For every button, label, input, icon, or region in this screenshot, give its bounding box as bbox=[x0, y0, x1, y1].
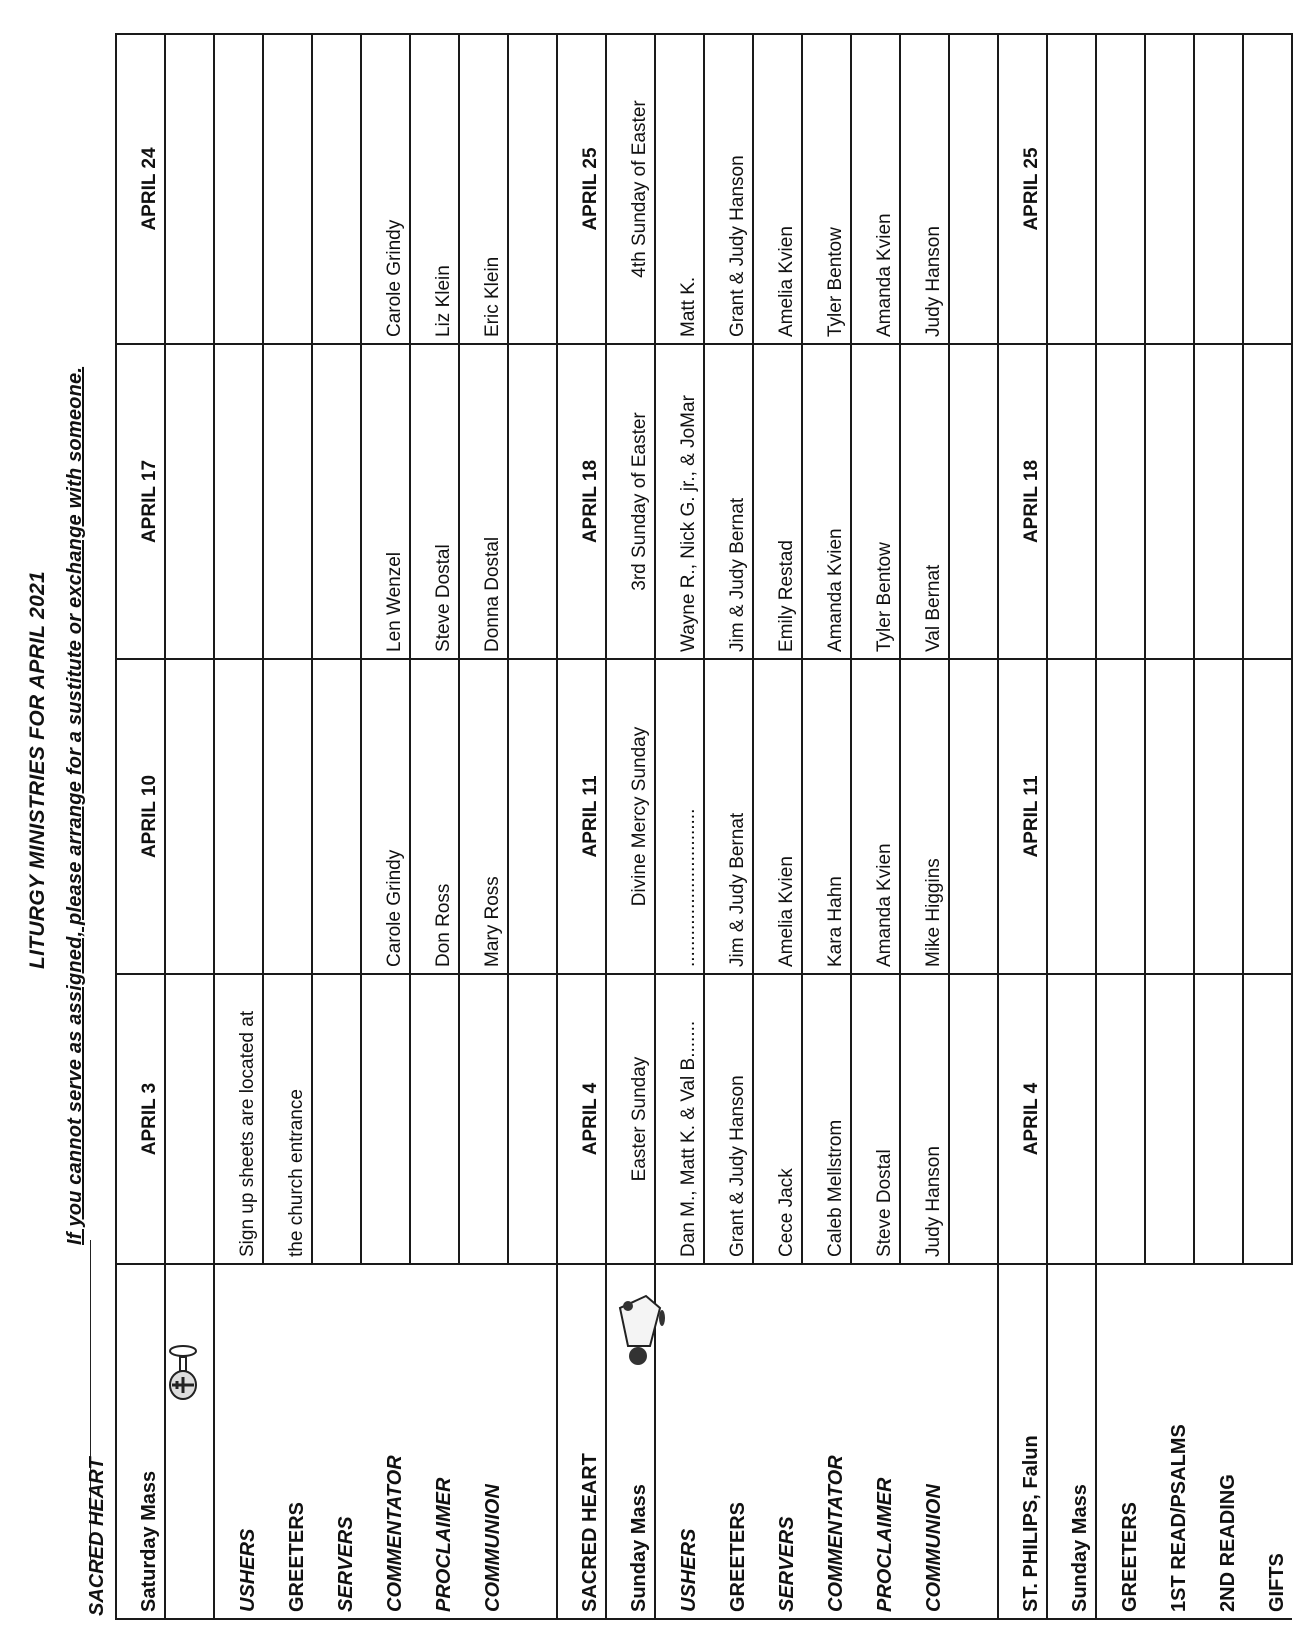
date-header: APRIL 11 bbox=[998, 659, 1047, 974]
assignment-cell: Steve Dostal bbox=[851, 974, 900, 1264]
date-header: APRIL 4 bbox=[998, 974, 1047, 1264]
assignment-cell: Carole Grindy bbox=[361, 34, 410, 344]
table-row bbox=[998, 34, 1047, 1619]
assignment-cell bbox=[165, 34, 214, 344]
assignment-cell bbox=[1047, 344, 1096, 659]
date-header: APRIL 10 bbox=[116, 659, 165, 974]
assignment-cell: Kara Hahn bbox=[802, 659, 851, 974]
role-label-text: USHERS bbox=[237, 1528, 259, 1612]
assignment-cell: Donna Dostal bbox=[459, 344, 508, 659]
assignment-cell: Amanda Kvien bbox=[851, 34, 900, 344]
assignment-cell bbox=[1047, 659, 1096, 974]
document-title: LITURGY MINISTRIES FOR APRIL 2021 bbox=[26, 570, 49, 970]
role-label: SACRED HEART bbox=[557, 1264, 606, 1619]
date-header: APRIL 3 bbox=[116, 974, 165, 1264]
assignment-cell bbox=[165, 659, 214, 974]
role-label: Sunday Mass bbox=[1047, 1264, 1096, 1619]
assignment-cell: Caleb Mellstrom bbox=[802, 974, 851, 1264]
role-label: PROCLAIMER bbox=[410, 1264, 459, 1619]
assignment-cell bbox=[508, 974, 557, 1264]
assignment-cell: Grant & Judy Hanson bbox=[704, 34, 753, 344]
date-header: APRIL 18 bbox=[557, 344, 606, 659]
assignment-cell bbox=[312, 974, 361, 1264]
table-row bbox=[655, 34, 704, 1619]
table-row bbox=[214, 34, 263, 1619]
role-label bbox=[508, 1264, 557, 1619]
date-header: APRIL 17 bbox=[116, 344, 165, 659]
table-row bbox=[361, 34, 410, 1619]
assignment-cell: Judy Hanson bbox=[900, 34, 949, 344]
assignment-cell bbox=[1194, 659, 1243, 974]
table-row bbox=[410, 34, 459, 1619]
assignment-cell bbox=[1096, 344, 1145, 659]
assignment-cell bbox=[263, 659, 312, 974]
assignment-cell: Amelia Kvien bbox=[753, 659, 802, 974]
assignment-cell: Val Bernat bbox=[900, 344, 949, 659]
assignment-cell: Liz Klein bbox=[410, 34, 459, 344]
assignment-cell bbox=[1194, 974, 1243, 1264]
table-row bbox=[949, 34, 998, 1619]
assignment-cell bbox=[459, 974, 508, 1264]
assignment-cell bbox=[1096, 659, 1145, 974]
role-label: SERVERS bbox=[312, 1264, 361, 1619]
assignment-cell bbox=[312, 659, 361, 974]
assignment-cell: Amanda Kvien bbox=[802, 344, 851, 659]
table-row bbox=[1145, 34, 1194, 1619]
table-row bbox=[1194, 34, 1243, 1619]
assignment-cell bbox=[263, 344, 312, 659]
assignment-cell bbox=[1047, 974, 1096, 1264]
assignment-cell bbox=[1096, 974, 1145, 1264]
assignment-cell bbox=[1145, 659, 1194, 974]
table-row bbox=[312, 34, 361, 1619]
assignment-cell: Sign up sheets are located at bbox=[214, 974, 263, 1264]
role-label: 1ST READ/PSALMS bbox=[1145, 1264, 1194, 1619]
table-row bbox=[557, 34, 606, 1619]
assignment-cell bbox=[508, 34, 557, 344]
assignment-cell: .............................. bbox=[655, 659, 704, 974]
table-row bbox=[1096, 34, 1145, 1619]
assignment-cell: Eric Klein bbox=[459, 34, 508, 344]
table-row bbox=[1047, 34, 1096, 1619]
assignment-cell: the church entrance bbox=[263, 974, 312, 1264]
assignment-cell: Grant & Judy Hanson bbox=[704, 974, 753, 1264]
date-header: APRIL 25 bbox=[998, 34, 1047, 344]
assignment-cell bbox=[1047, 34, 1096, 344]
assignment-cell: Jim & Judy Bernat bbox=[704, 344, 753, 659]
chalice-icon bbox=[163, 1339, 209, 1403]
assignment-cell bbox=[949, 344, 998, 659]
table-row bbox=[459, 34, 508, 1619]
assignment-cell bbox=[1194, 34, 1243, 344]
role-label: PROCLAIMER bbox=[851, 1264, 900, 1619]
assignment-cell bbox=[1243, 659, 1292, 974]
assignment-cell: Mike Higgins bbox=[900, 659, 949, 974]
table-row bbox=[606, 34, 655, 1619]
assignment-cell bbox=[949, 34, 998, 344]
assignment-cell: Mary Ross bbox=[459, 659, 508, 974]
role-label: SERVERS bbox=[753, 1264, 802, 1619]
role-label bbox=[165, 1264, 214, 1619]
assignment-cell: Emily Restad bbox=[753, 344, 802, 659]
assignment-cell: Tyler Bentow bbox=[802, 34, 851, 344]
altar-server-icon bbox=[616, 1288, 672, 1368]
assignment-cell: Tyler Bentow bbox=[851, 344, 900, 659]
table-row bbox=[508, 34, 557, 1619]
role-label: ST. PHILIPS, Falun bbox=[998, 1264, 1047, 1619]
date-header: APRIL 11 bbox=[557, 659, 606, 974]
assignment-cell: Steve Dostal bbox=[410, 344, 459, 659]
assignment-cell bbox=[949, 974, 998, 1264]
assignment-cell: Amelia Kvien bbox=[753, 34, 802, 344]
assignment-cell bbox=[165, 344, 214, 659]
role-label: GREETERS bbox=[1096, 1264, 1145, 1619]
assignment-cell: Cece Jack bbox=[753, 974, 802, 1264]
role-label: COMMENTATOR bbox=[361, 1264, 410, 1619]
role-label: Sunday Mass bbox=[606, 1264, 655, 1619]
date-header: APRIL 18 bbox=[998, 344, 1047, 659]
assignment-cell bbox=[1194, 344, 1243, 659]
role-label: COMMENTATOR bbox=[802, 1264, 851, 1619]
instructions: If you cannot serve as assigned, please arrange for a sustitute or exchange with someone. bbox=[64, 366, 86, 1245]
role-label bbox=[949, 1264, 998, 1619]
assignment-cell bbox=[508, 344, 557, 659]
role-label bbox=[214, 1264, 263, 1619]
assignment-cell bbox=[361, 974, 410, 1264]
table-row bbox=[851, 34, 900, 1619]
table-row bbox=[704, 34, 753, 1619]
assignment-cell bbox=[410, 974, 459, 1264]
assignment-cell: Dan M., Matt K. & Val B....... bbox=[655, 974, 704, 1264]
assignment-cell: Wayne R., Nick G. jr., & JoMar bbox=[655, 344, 704, 659]
assignment-cell bbox=[312, 344, 361, 659]
role-label: COMMUNION bbox=[459, 1264, 508, 1619]
table-row bbox=[802, 34, 851, 1619]
assignment-cell bbox=[508, 659, 557, 974]
assignment-cell: Len Wenzel bbox=[361, 344, 410, 659]
assignment-cell: Carole Grindy bbox=[361, 659, 410, 974]
assignment-cell bbox=[1145, 344, 1194, 659]
role-label-text: USHERS bbox=[678, 1528, 700, 1612]
assignment-cell bbox=[1145, 34, 1194, 344]
assignment-cell: Matt K. bbox=[655, 34, 704, 344]
assignment-cell: Divine Mercy Sunday bbox=[606, 659, 655, 974]
assignment-cell bbox=[949, 659, 998, 974]
assignment-cell bbox=[1243, 344, 1292, 659]
assignment-cell bbox=[1243, 34, 1292, 344]
assignment-cell bbox=[1096, 34, 1145, 344]
role-label: GREETERS bbox=[263, 1264, 312, 1619]
assignment-cell: 4th Sunday of Easter bbox=[606, 34, 655, 344]
assignment-cell bbox=[165, 974, 214, 1264]
assignment-cell: Amanda Kvien bbox=[851, 659, 900, 974]
assignment-cell bbox=[214, 34, 263, 344]
role-label bbox=[655, 1264, 704, 1619]
assignment-cell bbox=[214, 659, 263, 974]
assignment-cell bbox=[263, 34, 312, 344]
assignment-cell: Easter Sunday bbox=[606, 974, 655, 1264]
table-row bbox=[263, 34, 312, 1619]
assignment-cell bbox=[312, 34, 361, 344]
role-label: GIFTS bbox=[1243, 1264, 1292, 1619]
assignment-cell: Jim & Judy Bernat bbox=[704, 659, 753, 974]
role-label: 2ND READING bbox=[1194, 1264, 1243, 1619]
assignment-cell bbox=[1243, 974, 1292, 1264]
table-row bbox=[900, 34, 949, 1619]
assignment-cell: Judy Hanson bbox=[900, 974, 949, 1264]
table-row bbox=[753, 34, 802, 1619]
role-label: COMMUNION bbox=[900, 1264, 949, 1619]
date-header: APRIL 24 bbox=[116, 34, 165, 344]
date-header: APRIL 25 bbox=[557, 34, 606, 344]
role-label: GREETERS bbox=[704, 1264, 753, 1619]
table-row bbox=[1243, 34, 1292, 1619]
assignment-cell bbox=[214, 344, 263, 659]
table-row bbox=[116, 34, 165, 1619]
ministry-schedule-table bbox=[115, 33, 1293, 1620]
role-label: Saturday Mass bbox=[116, 1264, 165, 1619]
section-heading: SACRED HEART bbox=[86, 1457, 108, 1616]
assignment-cell: Don Ross bbox=[410, 659, 459, 974]
assignment-cell: 3rd Sunday of Easter bbox=[606, 344, 655, 659]
assignment-cell bbox=[1145, 974, 1194, 1264]
date-header: APRIL 4 bbox=[557, 974, 606, 1264]
